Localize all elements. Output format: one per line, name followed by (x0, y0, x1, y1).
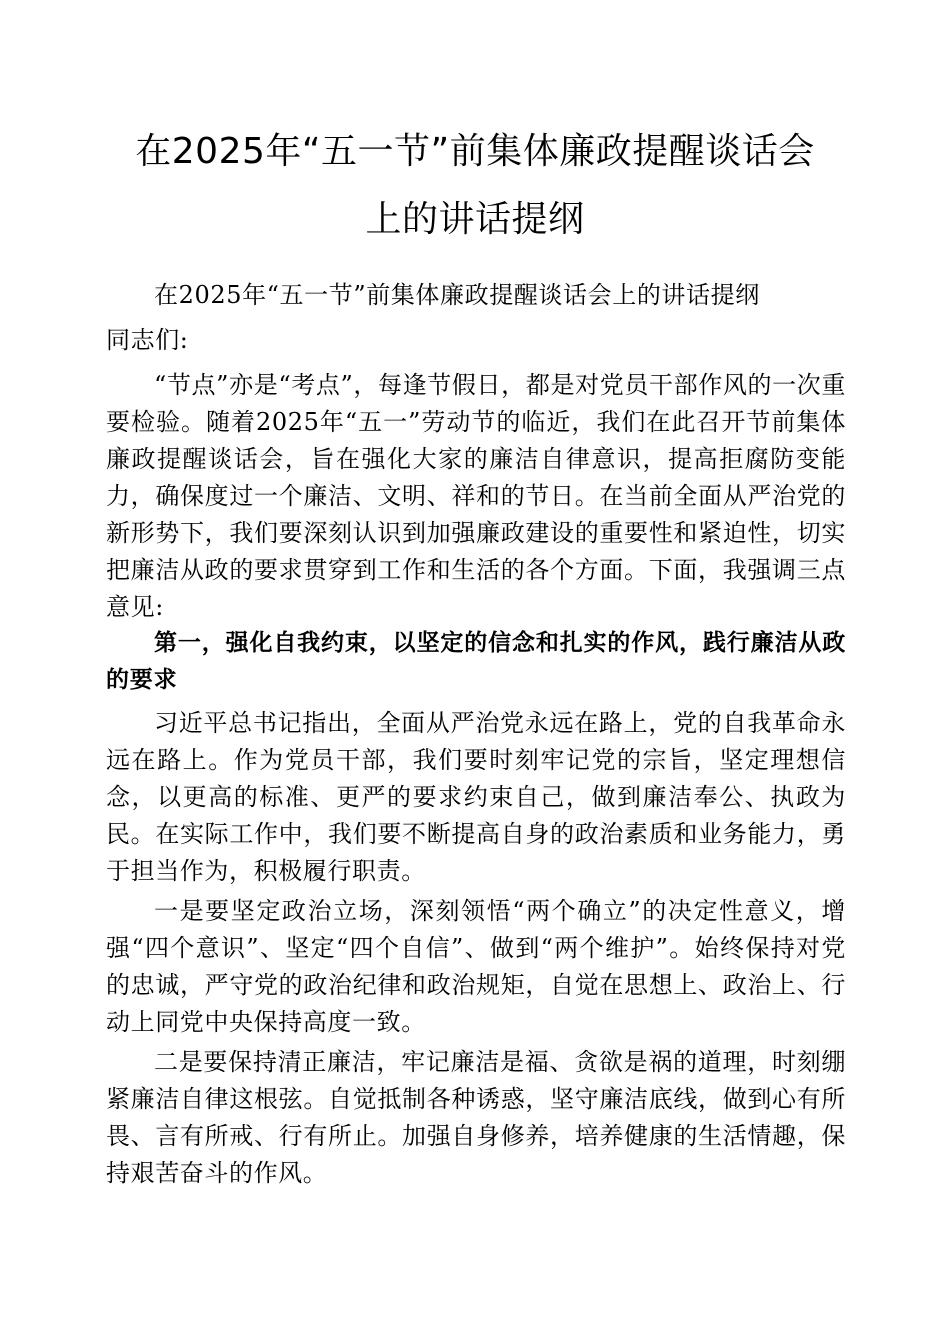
paragraph-intro: “节点”亦是“考点”，每逢节假日，都是对党员干部作风的一次重要检验。随着2025年“五一”劳动节的临近，我们在此召开节前集体廉政提醒谈话会，旨在强化大家的廉洁自律意识，提高拒腐防变能力，确保度过一个廉洁、文明、祥和的节日。在当前全面从严治党的新形势下，我们要深刻认识到加强廉政建设的重要性和紧迫性，切实把廉洁从政的要求贯穿到工作和生活的各个方面。下面，我强调三点意见: (106, 371, 846, 621)
paragraph-point-two: 二是要保持清正廉洁，牢记廉洁是福、贪欲是祸的道理，时刻绷紧廉洁自律这根弦。自觉抵制各种诱惑，坚守廉洁底线，做到心有所畏、言有所戒、行有所止。加强自身修养，培养健康的生活情趣，保持艰苦奋斗的作风。 (106, 1048, 846, 1187)
section-heading-first: 第一，强化自我约束，以坚定的信念和扎实的作风，践行廉洁从政的要求 (106, 630, 846, 693)
document-title-line-2: 上的讲话提纲 (365, 199, 585, 240)
document-title-line-1: 在2025年“五一节”前集体廉政提醒谈话会 (135, 131, 815, 172)
document-subtitle: 在2025年“五一节”前集体廉政提醒谈话会上的讲话提纲 (154, 281, 760, 309)
salutation: 同志们: (106, 326, 189, 354)
paragraph-section-one: 习近平总书记指出，全面从严治党永远在路上，党的自我革命永远在路上。作为党员干部，我们要时刻牢记党的宗旨，坚定理想信念，以更高的标准、更严的要求约束自己，做到廉洁奉公、执政为民。在实际工作中，我们要不断提高自身的政治素质和业务能力，勇于担当作为，积极履行职责。 (106, 709, 846, 885)
paragraph-point-one: 一是要坚定政治立场，深刻领悟“两个确立”的决定性意义，增强“四个意识”、坚定“四个自信”、做到“两个维护”。始终保持对党的忠诚，严守党的政治纪律和政治规矩，自觉在思想上、政治上、行动上同党中央保持高度一致。 (106, 897, 846, 1036)
